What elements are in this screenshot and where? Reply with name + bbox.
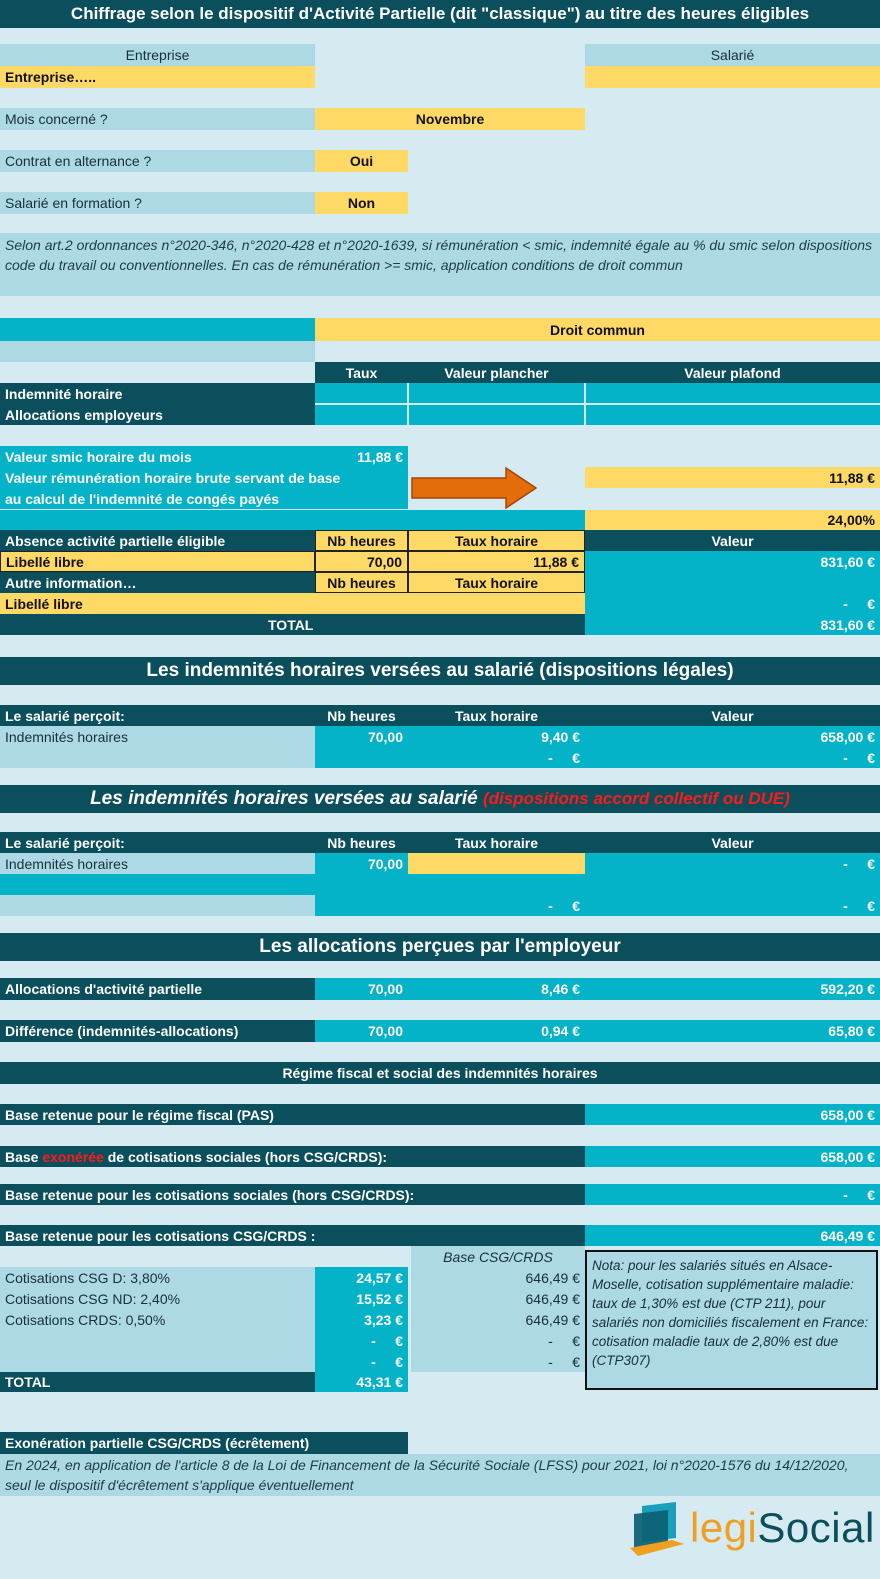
accord-row-valeur: - € bbox=[585, 853, 880, 874]
absence-total-label: TOTAL bbox=[0, 614, 585, 635]
indemnite-plancher-cell bbox=[409, 383, 584, 403]
cot-line-1-label: Cotisations CSG D: 3,80% bbox=[5, 1269, 170, 1286]
legal-valeur-header: Valeur bbox=[585, 705, 880, 726]
arrow-right-icon bbox=[410, 466, 540, 510]
remuneration-value[interactable]: 11,88 € bbox=[585, 467, 880, 488]
cot-line-2-base: 646,49 € bbox=[525, 1290, 580, 1307]
legal-row-valeur: 658,00 € bbox=[820, 728, 875, 745]
cotisations-total-value: 43,31 € bbox=[315, 1372, 408, 1392]
libelle-1-label[interactable]: Libellé libre bbox=[0, 551, 315, 572]
alloc-row1-label: Allocations d'activité partielle bbox=[0, 978, 315, 1000]
cot-label: Base retenue pour les cotisations sociales (hors CSG/CRDS): bbox=[0, 1184, 585, 1205]
indemnite-horaire-label: Indemnité horaire bbox=[0, 383, 315, 404]
cot-line-5-base: - € bbox=[548, 1353, 580, 1370]
accord-total-taux: - € bbox=[548, 897, 580, 914]
absence-taux-header: Taux horaire bbox=[408, 530, 585, 551]
absence-nb-header: Nb heures bbox=[315, 530, 408, 551]
indemnite-plafond-cell bbox=[586, 383, 880, 403]
accord-title-main: Les indemnités horaires versées au salarié bbox=[90, 788, 478, 809]
accord-title bbox=[0, 785, 880, 813]
salarie-input[interactable] bbox=[585, 66, 880, 88]
remuneration-label-2: au calcul de l'indemnité de congés payés bbox=[5, 490, 280, 507]
mois-label: Mois concerné ? bbox=[0, 108, 315, 130]
formation-label: Salarié en formation ? bbox=[0, 192, 315, 214]
legal-taux-header: Taux horaire bbox=[408, 705, 585, 726]
droit-commun-filler bbox=[0, 318, 315, 341]
logo-text bbox=[690, 1504, 875, 1552]
cot-line-3-label: Cotisations CRDS: 0,50% bbox=[5, 1311, 166, 1328]
autre-info-label: Autre information… bbox=[0, 572, 315, 593]
alloc-row1-taux: 8,46 € bbox=[408, 978, 585, 1000]
indemnite-taux-cell bbox=[315, 383, 407, 403]
absence-valeur-header: Valeur bbox=[585, 530, 880, 551]
regime-title: Régime fiscal et social des indemnités horaires bbox=[0, 1062, 880, 1084]
absence-total-value: 831,60 € bbox=[585, 614, 880, 635]
legal-row-nb: 70,00 bbox=[367, 728, 403, 745]
accord-empty-row bbox=[0, 874, 880, 895]
exo-label-post: de cotisations sociales (hors CSG/CRDS): bbox=[103, 1148, 388, 1165]
pas-value: 658,00 € bbox=[585, 1104, 880, 1125]
exo-value: 658,00 € bbox=[585, 1146, 880, 1167]
alloc-taux-cell bbox=[315, 405, 407, 425]
base-csg-header: Base CSG/CRDS bbox=[411, 1246, 585, 1267]
libelle-2-label[interactable]: Libellé libre bbox=[0, 593, 315, 614]
pct-filler bbox=[0, 510, 585, 530]
cot-line-4-base: - € bbox=[548, 1332, 580, 1349]
nota-box: Nota: pour les salariés situés en Alsace-Moselle, cotisation supplémentaire maladie: taux de 1,30% est due (CTP 211), pour salariés non domiciliés fiscalement en France: cotisation maladie taux de 2,80% est due (CTP307) bbox=[585, 1250, 878, 1390]
logo-cube-icon bbox=[628, 1500, 686, 1558]
accord-nb-header: Nb heures bbox=[315, 832, 408, 853]
page-title: Chiffrage selon le dispositif d'Activité Partielle (dit "classique") au titre des heures éligibles bbox=[0, 0, 880, 28]
legal-row-taux: 9,40 € bbox=[541, 728, 580, 745]
legal-row-label: Indemnités horaires bbox=[5, 728, 128, 745]
accord-valeur-header: Valeur bbox=[585, 832, 880, 853]
cot-line-4-label bbox=[0, 1330, 315, 1351]
legal-percoit: Le salarié perçoit: bbox=[0, 705, 315, 726]
legisocial-logo bbox=[628, 1500, 873, 1558]
mois-input[interactable]: Novembre bbox=[315, 108, 585, 130]
cot-line-3-base: 646,49 € bbox=[525, 1311, 580, 1328]
libelle-2-inputs[interactable] bbox=[315, 593, 585, 614]
remuneration-label-1: Valeur rémunération horaire brute servant de base bbox=[5, 469, 341, 486]
col-taux: Taux bbox=[315, 362, 408, 383]
cot-line-5-value: - € bbox=[371, 1353, 403, 1370]
ecretement-text: En 2024, en application de l'article 8 de la Loi de Financement de la Sécurité Sociale (LFSS) pour 2021, loi n°2020-1576 du 14/12/2020, seul le dispositif d'écrêtement s'applique éventuellement bbox=[0, 1454, 880, 1496]
accord-total-label bbox=[0, 895, 315, 916]
accord-row-nb: 70,00 bbox=[315, 853, 408, 874]
cot-line-3-value: 3,23 € bbox=[364, 1311, 403, 1328]
exo-label-pre: Base bbox=[5, 1148, 43, 1165]
spacer-row bbox=[0, 341, 315, 362]
autre-nb-header: Nb heures bbox=[315, 572, 408, 593]
cot-line-2-label: Cotisations CSG ND: 2,40% bbox=[5, 1290, 181, 1307]
libelle-1-valeur: 831,60 € bbox=[585, 551, 880, 572]
alloc-row2-valeur: 65,80 € bbox=[585, 1020, 880, 1042]
logo-text-social: Social bbox=[757, 1504, 875, 1551]
accord-percoit: Le salarié perçoit: bbox=[0, 832, 315, 853]
ecretement-label: Exonération partielle CSG/CRDS (écrêtement) bbox=[0, 1432, 408, 1454]
autre-taux-header: Taux horaire bbox=[408, 572, 585, 593]
alloc-row1-valeur: 592,20 € bbox=[585, 978, 880, 1000]
libelle-1-taux[interactable]: 11,88 € bbox=[408, 551, 585, 572]
accord-row-label: Indemnités horaires bbox=[0, 853, 315, 874]
alloc-row2-nb: 70,00 bbox=[315, 1020, 408, 1042]
accord-taux-header: Taux horaire bbox=[408, 832, 585, 853]
salarie-header: Salarié bbox=[585, 44, 880, 66]
exo-label bbox=[0, 1146, 585, 1167]
col-plafond: Valeur plafond bbox=[585, 362, 880, 383]
cot-line-4-value: - € bbox=[371, 1332, 403, 1349]
accord-total-valeur: - € bbox=[843, 897, 875, 914]
cot-value: - € bbox=[585, 1184, 880, 1205]
allocations-employeurs-label: Allocations employeurs bbox=[0, 404, 315, 425]
cot-line-2-value: 15,52 € bbox=[356, 1290, 403, 1307]
formation-input[interactable]: Non bbox=[315, 192, 408, 214]
alloc-row1-nb: 70,00 bbox=[315, 978, 408, 1000]
droit-commun-title: Droit commun bbox=[315, 318, 880, 341]
legal-nb-header: Nb heures bbox=[315, 705, 408, 726]
absence-label: Absence activité partielle éligible bbox=[0, 530, 315, 551]
alloc-plafond-cell bbox=[586, 405, 880, 425]
smic-value: 11,88 € bbox=[357, 448, 403, 465]
accord-title-red: (dispositions accord collectif ou DUE) bbox=[482, 789, 790, 808]
smic-label: Valeur smic horaire du mois bbox=[5, 448, 192, 465]
legal-row2-valeur: - € bbox=[843, 749, 875, 766]
pct-value[interactable]: 24,00% bbox=[585, 510, 880, 530]
alloc-title: Les allocations perçues par l'employeur bbox=[0, 933, 880, 961]
entreprise-header: Entreprise bbox=[0, 44, 315, 66]
alternance-label: Contrat en alternance ? bbox=[0, 150, 315, 172]
autre-valeur-cell bbox=[585, 572, 880, 593]
logo-text-legi: legi bbox=[690, 1504, 758, 1551]
cotisations-total-label: TOTAL bbox=[0, 1372, 315, 1392]
legal-row2-taux: - € bbox=[548, 749, 580, 766]
exo-label-red: exonérée bbox=[42, 1148, 104, 1165]
legal-note: Selon art.2 ordonnances n°2020-346, n°2020-428 et n°2020-1639, si rémunération < smic, indemnité égale au % du smic selon dispositions code du travail ou conventionnelles. En cas de rémunération >= smic, application conditions de droit commun bbox=[0, 233, 880, 296]
pas-label: Base retenue pour le régime fiscal (PAS) bbox=[0, 1104, 585, 1125]
cot-line-1-base: 646,49 € bbox=[525, 1269, 580, 1286]
csg-value: 646,49 € bbox=[585, 1225, 880, 1246]
entreprise-input[interactable]: Entreprise….. bbox=[0, 66, 315, 88]
legal-title: Les indemnités horaires versées au salarié (dispositions légales) bbox=[0, 657, 880, 685]
libelle-1-nb[interactable]: 70,00 bbox=[315, 551, 408, 572]
alloc-plancher-cell bbox=[409, 405, 584, 425]
alloc-row2-taux: 0,94 € bbox=[408, 1020, 585, 1042]
csg-label: Base retenue pour les cotisations CSG/CRDS : bbox=[0, 1225, 585, 1246]
col-plancher: Valeur plancher bbox=[408, 362, 585, 383]
cot-line-1-value: 24,57 € bbox=[356, 1269, 403, 1286]
libelle-2-valeur: - € bbox=[585, 593, 880, 614]
cot-line-5-label bbox=[0, 1351, 315, 1372]
accord-taux-input[interactable] bbox=[408, 853, 585, 874]
alternance-input[interactable]: Oui bbox=[315, 150, 408, 172]
alloc-row2-label: Différence (indemnités-allocations) bbox=[0, 1020, 315, 1042]
